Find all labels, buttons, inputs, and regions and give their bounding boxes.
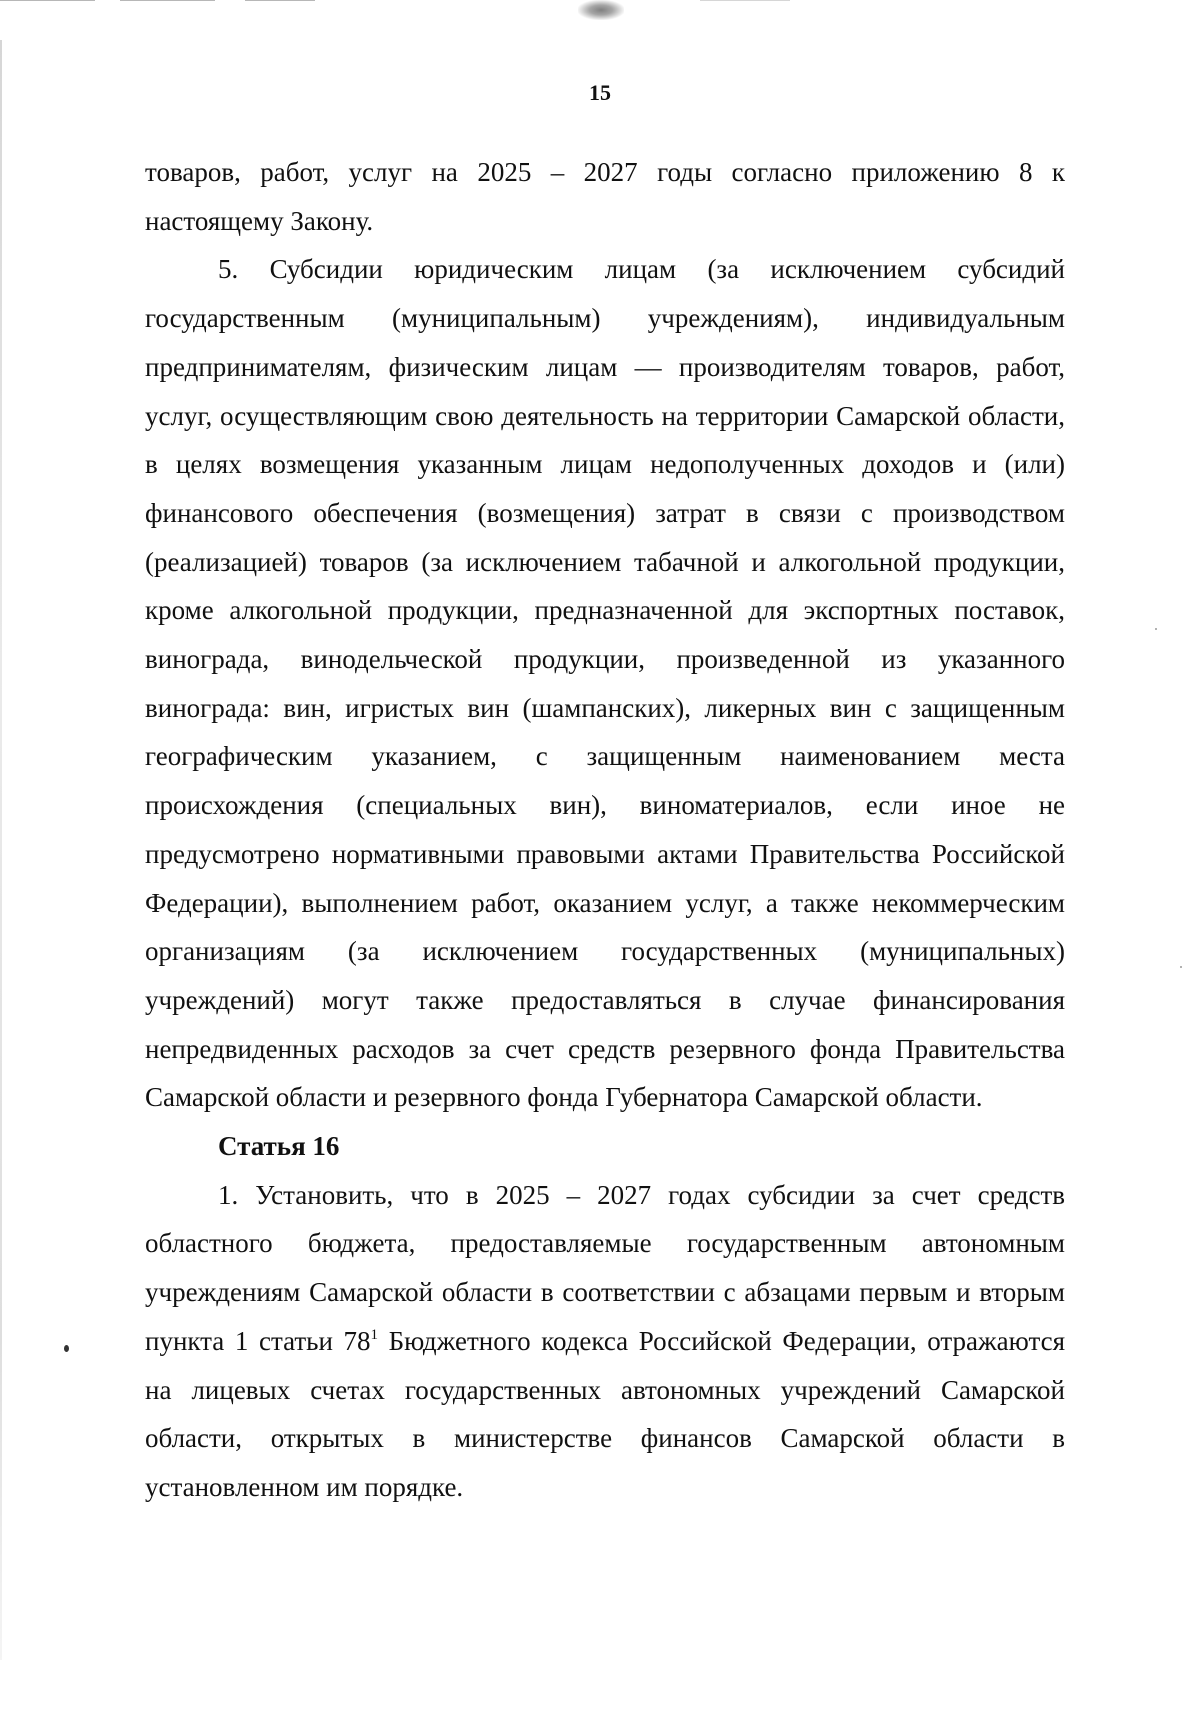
scan-smudge	[578, 0, 624, 20]
paragraph-continuation: товаров, работ, услуг на 2025 – 2027 годы согласно приложению 8 к настоящему Закону.	[145, 157, 1065, 236]
scan-top-rule	[0, 0, 95, 1]
document-body	[145, 148, 1065, 1512]
scan-top-rule	[700, 0, 790, 1]
paragraph-item-5: 5. Субсидии юридическим лицам (за исключением субсидий государственным (муниципальным) учреждениям), индивидуальным предпринимателям, физическим лицам — производителям товаров, работ, услуг, осуществляющим свою деятельность на территории Самарской области, в целях возмещения указанным лицам недополученных доходов и (или) финансового обеспечения (возмещения) затрат в связи с производством (реализацией) товаров (за исключением табачной и алкогольной продукции, кроме алкогольной продукции, предназначенной для экспортных поставок, винограда, винодельческой продукции, произведенной из указанного винограда: вин, игристых вин (шампанских), ликерных вин с защищенным географическим указанием, с защищенным наименованием места происхождения (специальных вин), виноматериалов, если иное не предусмотрено нормативными правовыми актами Правительства Российской Федерации), выполнением работ, оказанием услуг, а также некоммерческим организациям (за исключением государственных (муниципальных) учреждений) могут также предоставляться в случае финансирования непредвиденных расходов за счет средств резервного фонда Правительства Самарской области и резервного фонда Губернатора Самарской области.	[145, 254, 1065, 1113]
scan-speck	[64, 1345, 69, 1352]
scan-speck	[1180, 966, 1182, 968]
scan-top-rule	[120, 0, 215, 1]
page-number: 15	[589, 80, 611, 105]
paragraph-article-16-item-1	[145, 1171, 1065, 1512]
scan-left-edge	[0, 40, 2, 1660]
superscript-index: 1	[370, 1326, 379, 1343]
paragraph-text-part-1: 1. Установить, что в 2025 – 2027 годах субсидии за счет средств областного бюджета, предоставляемые государственным автономным учреждениям Самарской области в соответствии с абзацами первым и вторым пункта 1 статьи 78	[145, 1179, 1065, 1356]
paragraph-text-part-2: Бюджетного кодекса Российской Федерации, отражаются на лицевых счетах государственных автономных учреждений Самарской области, открытых в министерстве финансов Самарской области в установленном им порядке.	[145, 1325, 1065, 1502]
scan-top-rule	[245, 0, 315, 1]
scan-speck	[1155, 628, 1157, 630]
article-heading: Статья 16	[218, 1131, 340, 1162]
